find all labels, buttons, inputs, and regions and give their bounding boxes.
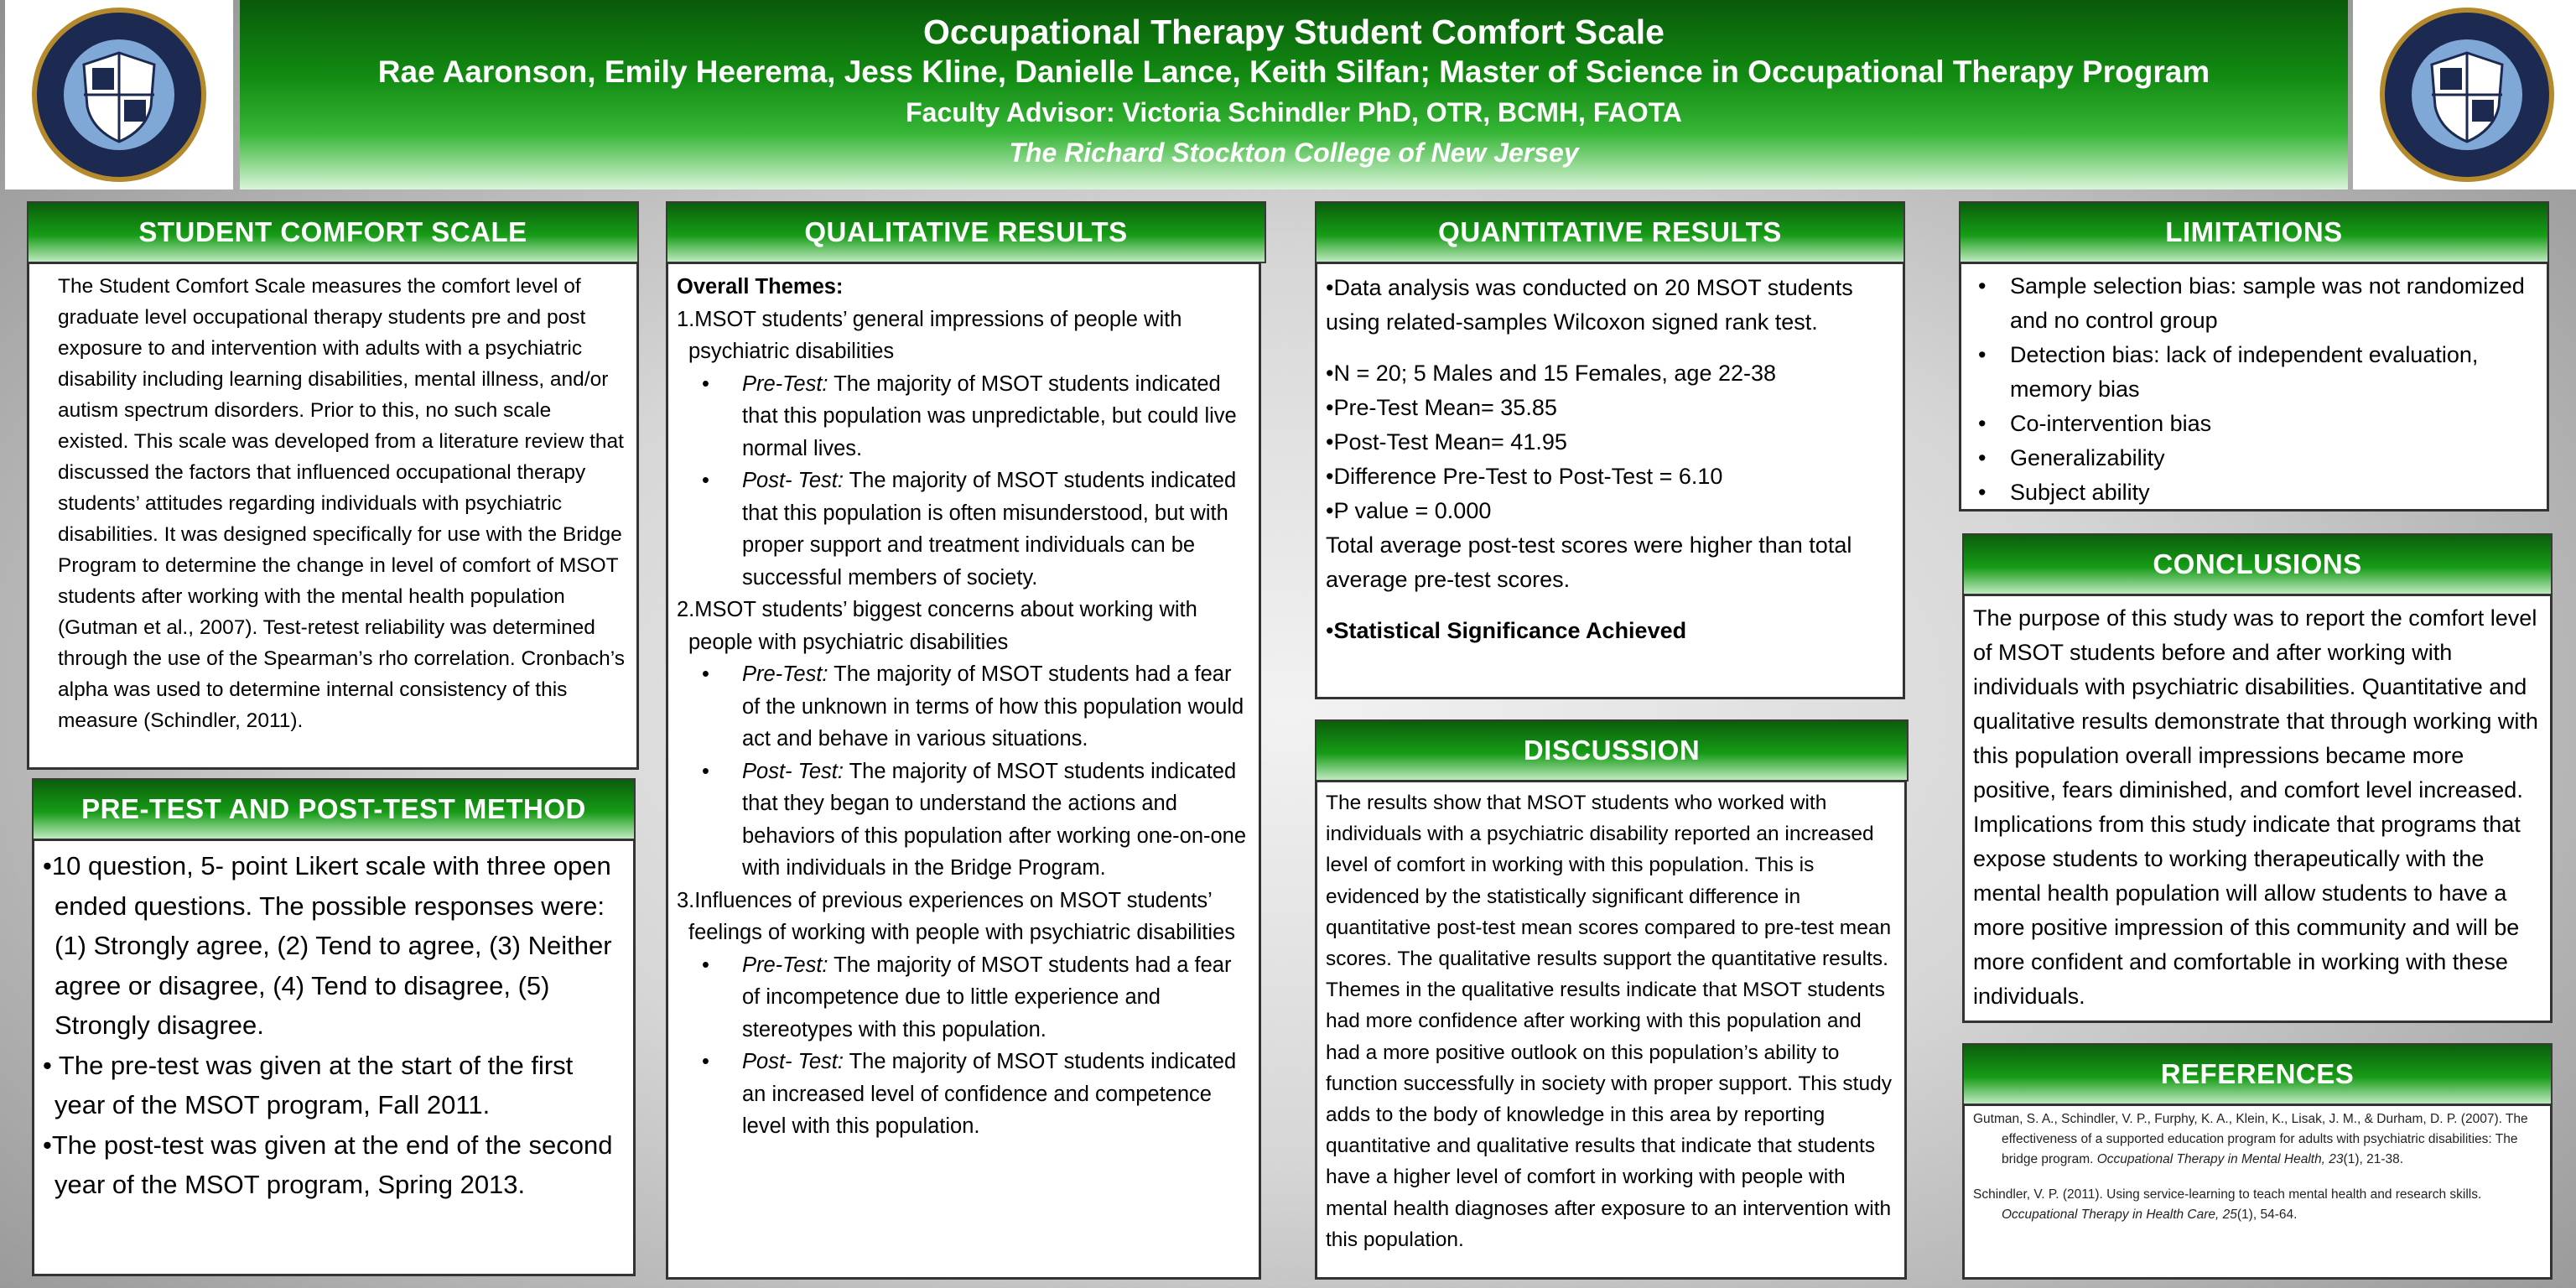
significance-statement: Statistical Significance Achieved (1333, 618, 1687, 643)
reference-journal: Occupational Therapy in Health Care, 25 (2002, 1208, 2237, 1222)
limitation-item: • Detection bias: lack of independent evaluation, memory bias (1970, 338, 2538, 407)
poster-header (240, 0, 2348, 190)
limitation-item: • Co-intervention bias (1970, 407, 2538, 441)
limitations-panel (1959, 262, 2549, 512)
post-test-text: The majority of MSOT students indicated that they began to understand the actions and behaviors of this population after working one-on-one with individuals in the Bridge Program. (742, 759, 1247, 880)
limitations-heading: LIMITATIONS (1959, 201, 2549, 263)
pre-test-text: The majority of MSOT students indicated that this population was unpredictable, but could live normal lives. (742, 371, 1237, 460)
overall-themes-label: Overall Themes: (677, 275, 844, 299)
discussion-heading: DISCUSSION (1315, 719, 1909, 782)
pre-test-text: The majority of MSOT students had a fear of the unknown in terms of how this population would act and behave in various situations. (742, 662, 1244, 750)
reference-journal: Occupational Therapy in Mental Health, 23 (2096, 1152, 2344, 1166)
college-logo-left (5, 0, 233, 190)
discussion-panel (1315, 780, 1907, 1280)
discussion-text: The results show that MSOT students who worked with individuals with a psychiatric disability reported an increased level of comfort in working with this population. This is evidenced by the statistically significant difference in quantitative post-test mean scores compared to pre-test mean scores. The qualitative results support the quantitative results. Themes in the qualitative results indicate that MSOT students had more confidence after working with this population and had a more positive outlook on this population’s ability to function successfully in society with proper support. This study adds to the body of knowledge in this area by reporting quantitative and qualitative results that indicate that students have a higher level of comfort in working with people with mental health diagnoses after exposure to an intervention with this population. (1326, 792, 1892, 1251)
quantitative-intro: •Data analysis was conducted on 20 MSOT students using related-samples Wilcoxon signed rank test. (1326, 275, 1853, 335)
significance-line (1326, 614, 1894, 648)
quantitative-heading: QUANTITATIVE RESULTS (1315, 201, 1905, 263)
limitation-item: • Sample selection bias: sample was not randomized and no control group (1970, 269, 2538, 338)
conclusions-heading: CONCLUSIONS (1962, 533, 2553, 595)
post-test-mean: •Post-Test Mean= 41.95 (1326, 429, 1567, 454)
method-item: • The pre-test was given at the start of the first year of the MSOT program, Fall 2011. (43, 1050, 574, 1119)
references-panel (1962, 1104, 2553, 1280)
conclusions-panel (1962, 594, 2553, 1023)
pre-test-mean: •Pre-Test Mean= 35.85 (1326, 395, 1557, 420)
theme-title: 3.Influences of previous experiences on MSOT students’ feelings of working with people with psychiatric disabilities (677, 888, 1235, 944)
faculty-advisor: Faculty Advisor: Victoria Schindler PhD, OTR, BCMH, FAOTA (906, 97, 1682, 127)
p-value: •P value = 0.000 (1326, 498, 1492, 523)
qualitative-heading: QUALITATIVE RESULTS (666, 201, 1266, 263)
significance-bullet: • (1326, 618, 1334, 643)
post-test-finding (677, 465, 1250, 594)
reference-text: Schindler, V. P. (2011). Using service-learning to teach mental health and research skills. (1973, 1187, 2482, 1202)
post-test-text: The majority of MSOT students indicated that this population is often misunderstood, but with proper support and treatment individuals can be successful members of society. (742, 469, 1237, 589)
post-test-label: Post- Test: (742, 1050, 844, 1073)
method-panel (32, 839, 636, 1276)
references-heading: REFERENCES (1962, 1043, 2553, 1105)
theme-title: 2.MSOT students’ biggest concerns about working with people with psychiatric disabilities (677, 598, 1197, 654)
reference-pages: (1), 21-38. (2343, 1152, 2404, 1166)
pre-test-text: The majority of MSOT students had a fear of incompetence due to little experience and stereotypes with this population. (742, 953, 1232, 1041)
comfort-scale-panel (27, 262, 639, 770)
reference-item (1973, 1185, 2542, 1225)
comfort-scale-heading: STUDENT COMFORT SCALE (27, 201, 639, 263)
college-seal-icon (29, 4, 210, 185)
comfort-scale-text: The Student Comfort Scale measures the comfort level of graduate level occupational therapy students pre and post exposure to and intervention with adults with a psychiatric disability including learning disabilities, mental illness, and/or autism spectrum disorders. Prior to this, no such scale existed. This scale was developed from a literature review that discussed the factors that influenced occupational therapy students’ attitudes regarding individuals with psychiatric disabilities. It was designed specifically for use with the Bridge Program to determine the change in level of comfort of MSOT students after working with the mental health population (Gutman et al., 2007). Test-retest reliability was determined through the use of the Spearman’s rho correlation. Cronbach’s alpha was used to determine internal consistency of this measure (Schindler, 2011). (58, 275, 625, 732)
post-test-label: Post- Test: (742, 469, 844, 492)
pre-test-label: Pre-Test: (742, 662, 828, 686)
college-seal-icon (2376, 4, 2558, 185)
quantitative-panel (1315, 262, 1905, 699)
method-heading: PRE-TEST AND POST-TEST METHOD (32, 778, 636, 840)
qualitative-panel (666, 262, 1261, 1280)
limitation-item: • Generalizability (1970, 441, 2538, 475)
poster-authors: Rae Aaronson, Emily Heerema, Jess Kline, Danielle Lance, Keith Silfan; Master of Science in Occupational Therapy Program (377, 55, 2210, 89)
method-item: •The post-test was given at the end of the second year of the MSOT program, Spring 2013. (43, 1130, 613, 1199)
conclusions-text: The purpose of this study was to report the comfort level of MSOT students before and after working with individuals with psychiatric disabilities. Quantitative and qualitative results demonstrate that through working with this population overall impressions became more positive, fears diminished, and comfort level increased. Implications from this study indicate that programs that expose students to working therapeutically with the mental health population will allow students to have a more positive impression of this community and will be more confident and comfortable in working with these individuals. (1973, 605, 2538, 1009)
method-item: •10 question, 5- point Likert scale with three open ended questions. The possible responses were: (1) Strongly agree, (2) Tend to agree, (3) Neither agree or disagree, (4) Tend to disagree, (5) Strongly disagree. (43, 851, 612, 1040)
quantitative-summary: Total average post-test scores were higher than total average pre-test scores. (1326, 532, 1852, 592)
post-test-finding (677, 1046, 1250, 1143)
theme-title: 1.MSOT students’ general impressions of people with psychiatric disabilities (677, 307, 1182, 363)
limitations-list (1970, 269, 2538, 510)
reference-pages: (1), 54-64. (2236, 1208, 2298, 1222)
pre-test-finding (677, 368, 1250, 465)
pre-test-finding (677, 949, 1250, 1046)
pre-test-finding (677, 658, 1250, 756)
post-test-label: Post- Test: (742, 759, 844, 783)
college-name: The Richard Stockton College of New Jersey (1009, 138, 1579, 168)
sample-size: •N = 20; 5 Males and 15 Females, age 22-38 (1326, 361, 1777, 386)
pre-test-label: Pre-Test: (742, 953, 828, 977)
mean-difference: •Difference Pre-Test to Post-Test = 6.10 (1326, 464, 1723, 489)
poster-title: Occupational Therapy Student Comfort Scale (923, 13, 1665, 51)
reference-text: Gutman, S. A., Schindler, V. P., Furphy, K. A., Klein, K., Lisak, J. M., & Durham, D. P. (2007). The effectiveness of a supported education program for adults with psychiatric disabilities: The bridge program. (1973, 1112, 2528, 1166)
reference-item (1973, 1109, 2542, 1170)
post-test-text: The majority of MSOT students indicated an increased level of confidence and competence level with this population. (742, 1050, 1237, 1138)
limitation-item: • Subject ability (1970, 475, 2538, 510)
college-logo-right (2353, 0, 2576, 190)
pre-test-label: Pre-Test: (742, 371, 828, 396)
post-test-finding (677, 756, 1250, 885)
